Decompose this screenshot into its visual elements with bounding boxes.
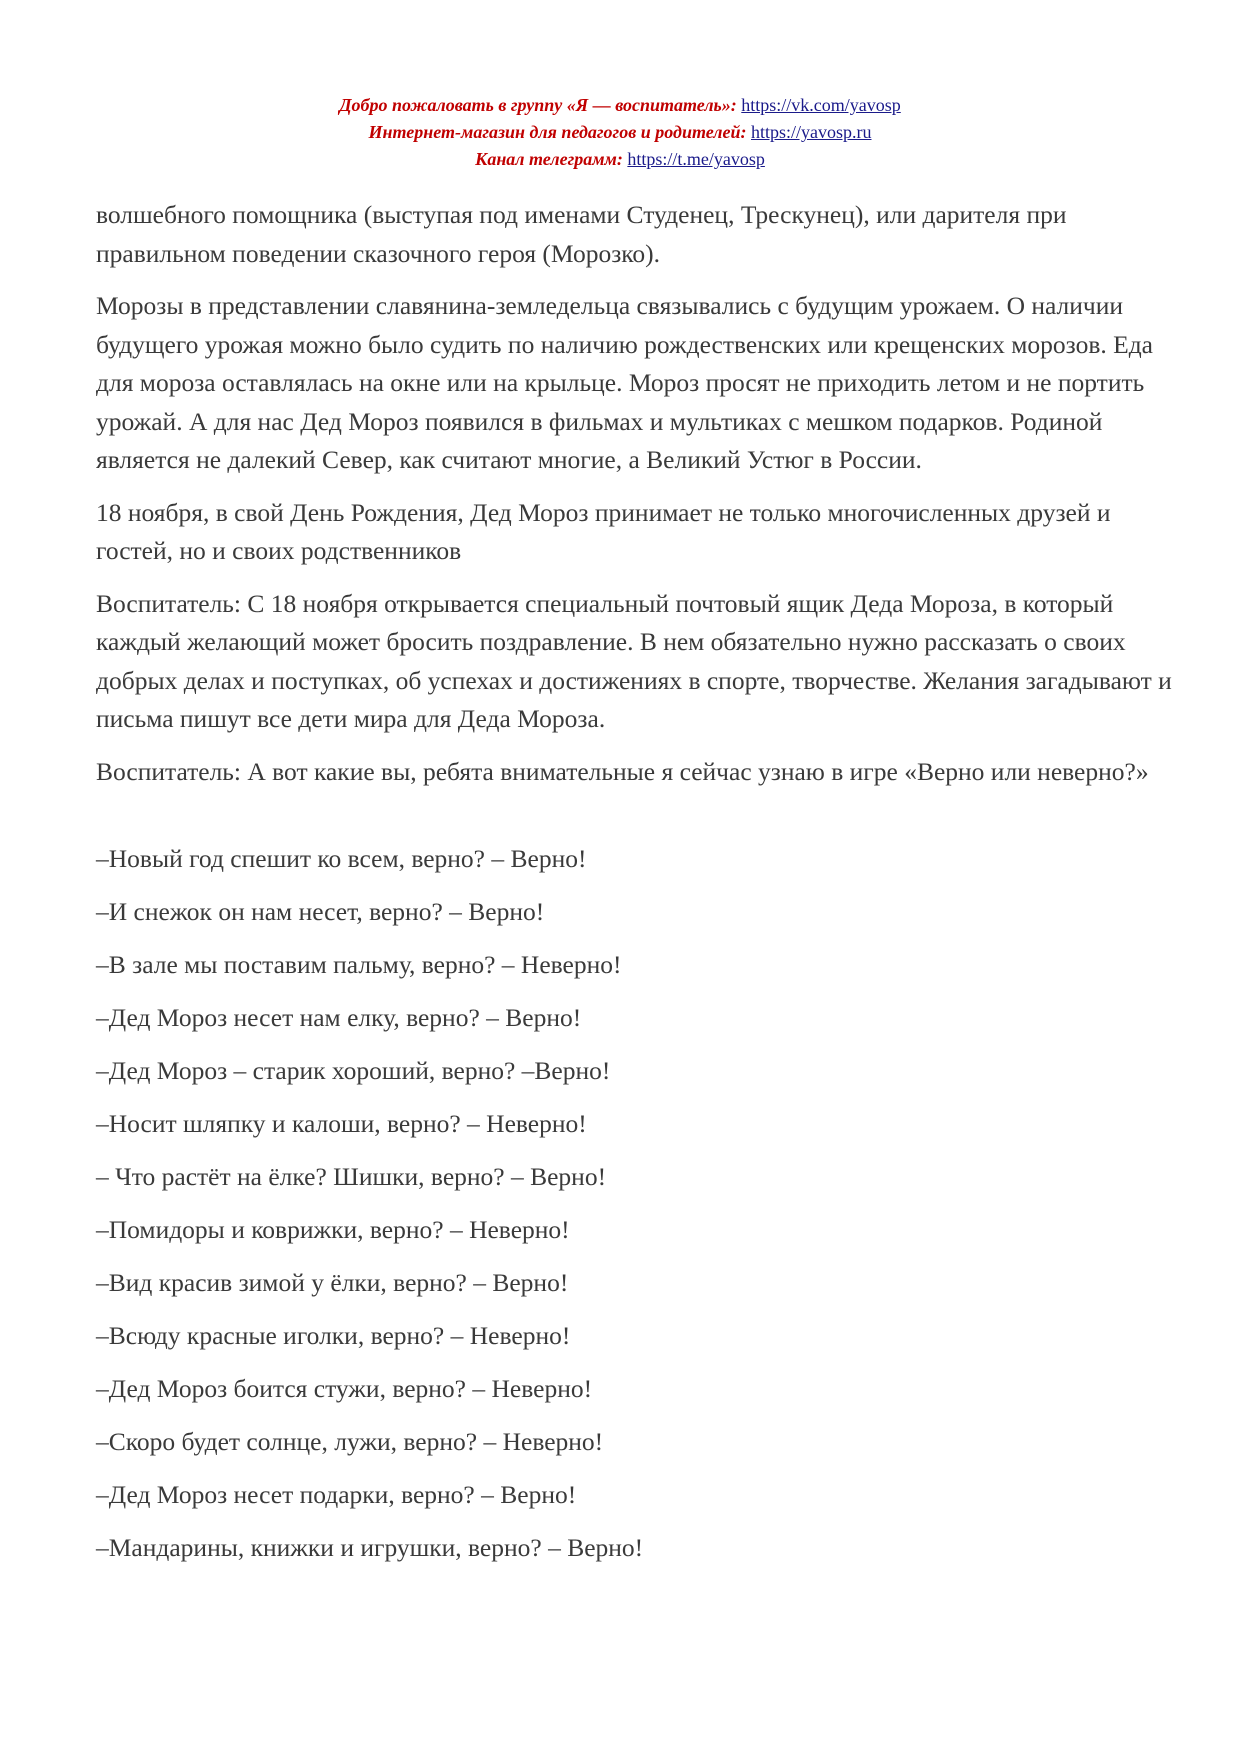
- vk-group-link[interactable]: https://vk.com/yavosp: [741, 95, 901, 115]
- game-line: –Носит шляпку и калоши, верно? – Неверно!: [96, 1108, 587, 1138]
- game-line: –И снежок он нам несет, верно? – Верно!: [96, 896, 545, 926]
- shop-link[interactable]: https://yavosp.ru: [751, 122, 872, 142]
- game-line: –Дед Мороз несет подарки, верно? – Верно!: [96, 1479, 577, 1509]
- game-line: –Мандарины, книжки и игрушки, верно? – Верно!: [96, 1532, 644, 1562]
- header-line-vk: [0, 92, 1240, 119]
- game-line: –Дед Мороз – старик хороший, верно? –Верно!: [96, 1055, 611, 1085]
- paragraph: 18 ноября, в свой День Рождения, Дед Мороз принимает не только многочисленных друзей и гостей, но и своих родственников: [96, 497, 1111, 565]
- paragraph: Морозы в представлении славянина-земледельца связывались с будущим урожаем. О наличии будущего урожая можно было судить по наличию рождественских или крещенских морозов. Еда для мороза оставлялась на окне или на крыльце. Мороз просят не приходить летом и не портить урожай. А для нас Дед Мороз появился в фильмах и мультиках с мешком подарков. Родиной является не далекий Север, как считают многие, а Великий Устюг в России.: [96, 291, 1154, 474]
- paragraph: Воспитатель: С 18 ноября открывается специальный почтовый ящик Деда Мороза, в который каждый желающий может бросить поздравление. В нем обязательно нужно рассказать о своих добрых делах и поступках, об успехах и достижениях в спорте, творчестве. Желания загадывают и письма пишут все дети мира для Деда Мороза.: [96, 588, 1172, 733]
- page-header: [0, 92, 1240, 173]
- telegram-link[interactable]: https://t.me/yavosp: [627, 149, 765, 169]
- header-line-telegram: [0, 146, 1240, 173]
- vk-group-label: Добро пожаловать в группу «Я — воспитатель»:: [339, 95, 737, 115]
- game-line: –Дед Мороз несет нам елку, верно? – Верно!: [96, 1002, 582, 1032]
- game-line: –Новый год спешит ко всем, верно? – Верно!: [96, 843, 587, 873]
- game-line: –Скоро будет солнце, лужи, верно? – Неверно!: [96, 1426, 604, 1456]
- telegram-label: Канал телеграмм:: [475, 149, 623, 169]
- game-line: –В зале мы поставим пальму, верно? – Неверно!: [96, 949, 622, 979]
- header-line-shop: [0, 119, 1240, 146]
- game-line: –Дед Мороз боится стужи, верно? – Неверно!: [96, 1373, 593, 1403]
- shop-label: Интернет-магазин для педагогов и родителей:: [368, 122, 747, 142]
- game-line: – Что растёт на ёлке? Шишки, верно? – Верно!: [96, 1161, 607, 1191]
- game-line: –Помидоры и коврижки, верно? – Неверно!: [96, 1214, 570, 1244]
- game-list: [96, 840, 1176, 1582]
- game-line: –Вид красив зимой у ёлки, верно? – Верно!: [96, 1267, 569, 1297]
- paragraph: волшебного помощника (выступая под именами Студенец, Трескунец), или дарителя при правильном поведении сказочного героя (Морозко).: [96, 200, 1067, 268]
- document-body: [96, 196, 1176, 1582]
- game-line: –Всюду красные иголки, верно? – Неверно!: [96, 1320, 571, 1350]
- paragraph: Воспитатель: А вот какие вы, ребята внимательные я сейчас узнаю в игре «Верно или неверно?»: [96, 756, 1149, 786]
